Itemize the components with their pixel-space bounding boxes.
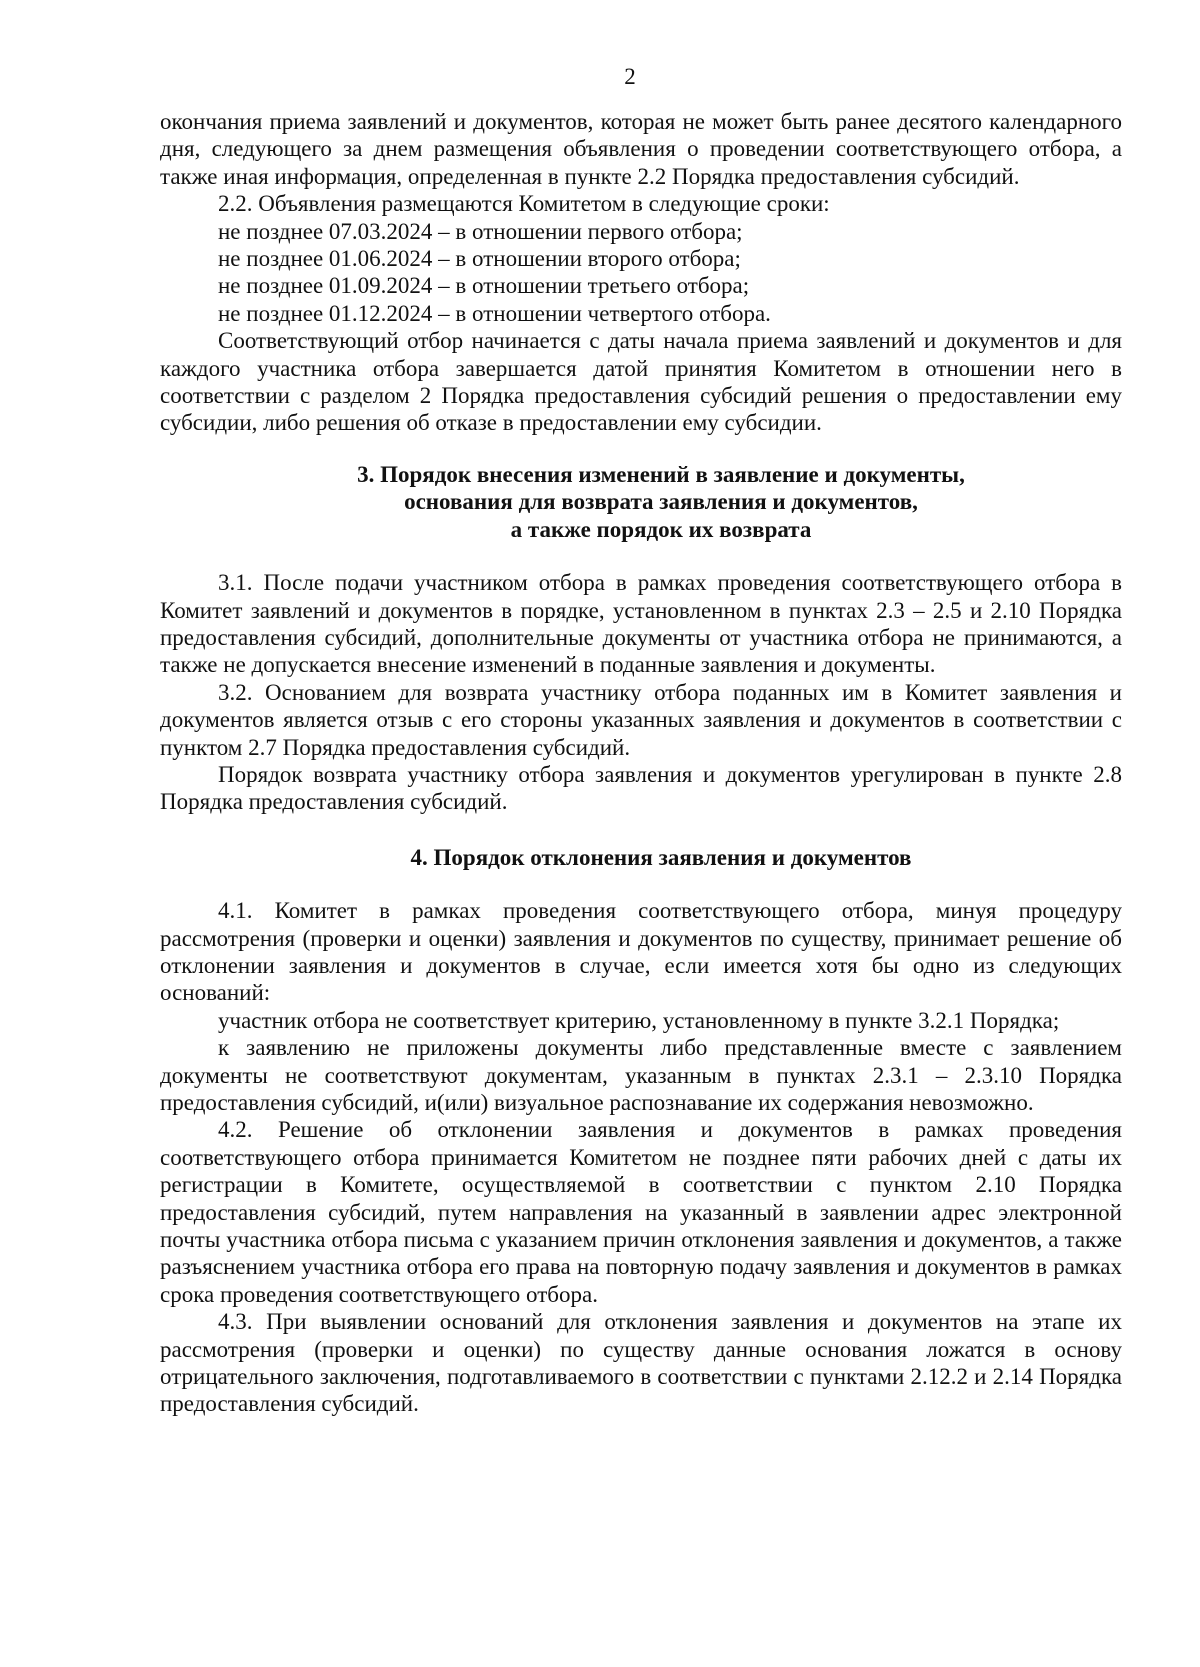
paragraph-3-1: 3.1. После подачи участником отбора в рамках проведения соответствующего отбора в Комитет заявлений и документов в порядке, установленном в пунктах 2.3 – 2.5 и 2.10 Порядка предоставления субсидий, дополнительные документы от участника отбора не принимаются, а также не допускается внесение изменений в поданные заявления и документы. bbox=[160, 570, 1122, 678]
deadline-item: не позднее 07.03.2024 – в отношении первого отбора; bbox=[218, 218, 743, 244]
document-body bbox=[160, 108, 1122, 1418]
page-number: 2 bbox=[624, 64, 636, 89]
section-3-heading-line: основания для возврата заявления и документов, bbox=[404, 489, 918, 515]
section-3-heading-line: 3. Порядок внесения изменений в заявление и документы, bbox=[357, 461, 965, 487]
paragraph-4-1: 4.1. Комитет в рамках проведения соответствующего отбора, минуя процедуру рассмотрения (проверки и оценки) заявления и документов по существу, принимает решение об отклонении заявления и документов в случае, если имеется хотя бы одно из следующих оснований: bbox=[160, 898, 1122, 1006]
paragraph-4-1-criterion: участник отбора не соответствует критерию, установленному в пункте 3.2.1 Порядка; bbox=[218, 1007, 1060, 1033]
paragraph-3-2: 3.2. Основанием для возврата участнику отбора поданных им в Комитет заявления и документов является отзыв с его стороны указанных заявления и документов в соответствии с пунктом 2.7 Порядка предоставления субсидий. bbox=[160, 679, 1122, 760]
paragraph-4-2: 4.2. Решение об отклонении заявления и документов в рамках проведения соответствующего отбора принимается Комитетом не позднее пяти рабочих дней с даты их регистрации в Комитете, осуществляемой в соответствии с пунктом 2.10 Порядка предоставления субсидий, путем направления на указанный в заявлении адрес электронной почты участника отбора письма с указанием причин отклонения заявления и документов, а также разъяснением участника отбора его права на повторную подачу заявления и документов в рамках срока проведения соответствующего отбора. bbox=[160, 1117, 1122, 1307]
paragraph-4-1-documents: к заявлению не приложены документы либо представленные вместе с заявлением документы не соответствуют документам, указанным в пунктах 2.3.1 – 2.3.10 Порядка предоставления субсидий, и(или) визуальное распознавание их содержания невозможно. bbox=[160, 1035, 1122, 1115]
intro-continuation: окончания приема заявлений и документов, которая не может быть ранее десятого календарного дня, следующего за днем размещения объявления о проведении соответствующего отбора, а также иная информация, определенная в пункте 2.2 Порядка предоставления субсидий. bbox=[160, 109, 1122, 189]
deadline-item: не позднее 01.12.2024 – в отношении четвертого отбора. bbox=[218, 300, 771, 326]
section-4-heading: 4. Порядок отклонения заявления и документов bbox=[410, 844, 912, 870]
deadline-item: не позднее 01.09.2024 – в отношении третьего отбора; bbox=[218, 273, 750, 299]
paragraph-2-2: 2.2. Объявления размещаются Комитетом в следующие сроки: bbox=[218, 191, 830, 217]
deadline-item: не позднее 01.06.2024 – в отношении второго отбора; bbox=[218, 246, 741, 272]
section-3-heading bbox=[160, 461, 1122, 543]
paragraph-4-3: 4.3. При выявлении оснований для отклонения заявления и документов на этапе их рассмотрения (проверки и оценки) по существу данные основания ложатся в основу отрицательного заключения, подготавливаемого в соответствии с пунктами 2.12.2 и 2.14 Порядка предоставления субсидий. bbox=[160, 1309, 1122, 1417]
section-3-heading-line: а также порядок их возврата bbox=[510, 516, 812, 542]
paragraph-3-return-procedure: Порядок возврата участнику отбора заявления и документов урегулирован в пункте 2.8 Порядка предоставления субсидий. bbox=[160, 761, 1122, 815]
selection-start-paragraph: Соответствующий отбор начинается с даты начала приема заявлений и документов и для каждого участника отбора завершается датой принятия Комитетом в отношении него в соответствии с разделом 2 Порядка предоставления субсидий решения о предоставлении ему субсидии, либо решения об отказе в предоставлении ему субсидии. bbox=[160, 328, 1122, 436]
